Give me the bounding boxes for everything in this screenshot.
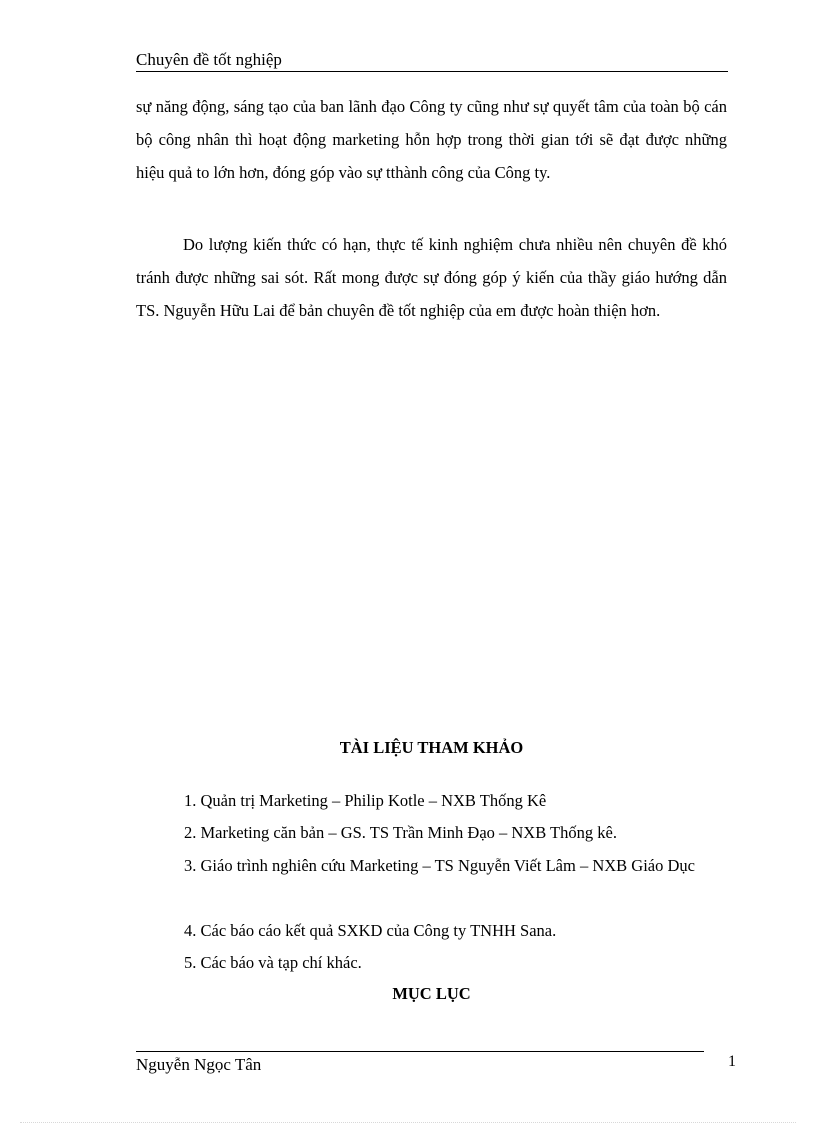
reference-item: 1. Quản trị Marketing – Philip Kotle – NXB Thống Kê	[184, 791, 547, 810]
footer-divider	[136, 1051, 704, 1052]
table-of-contents-heading: MỤC LỤC	[392, 984, 471, 1003]
page-number: 1	[728, 1053, 736, 1070]
footer-author: Nguyễn Ngọc Tân	[136, 1055, 262, 1074]
reference-item: 4. Các báo cáo kết quả SXKD của Công ty TNHH Sana.	[184, 921, 557, 940]
header-divider	[136, 71, 728, 72]
body-paragraph-1: sự năng động, sáng tạo của ban lãnh đạo Công ty cũng như sự quyết tâm của toàn bộ cán bộ công nhân thì hoạt động marketing hỗn hợp trong thời gian tới sẽ đạt được những hiệu quả to lớn hơn, đóng góp vào sự tthành công của Công ty.	[136, 97, 727, 182]
reference-item: 2. Marketing căn bản – GS. TS Trần Minh Đạo – NXB Thống kê.	[184, 823, 617, 842]
reference-item: 3. Giáo trình nghiên cứu Marketing – TS Nguyễn Viết Lâm – NXB Giáo Dục	[184, 856, 695, 875]
reference-item: 5. Các báo và tạp chí khác.	[184, 953, 362, 972]
references-heading: TÀI LIỆU THAM KHẢO	[339, 738, 524, 757]
running-header-title: Chuyên đề tốt nghiệp	[136, 50, 282, 69]
body-paragraph-2: Do lượng kiến thức có hạn, thực tế kinh nghiệm chưa nhiều nên chuyên đề khó tránh được những sai sót. Rất mong được sự đóng góp ý kiến của thầy giáo hướng dẫn TS. Nguyễn Hữu Lai để bản chuyên đề tốt nghiệp của em được hoàn thiện hơn.	[136, 235, 727, 320]
